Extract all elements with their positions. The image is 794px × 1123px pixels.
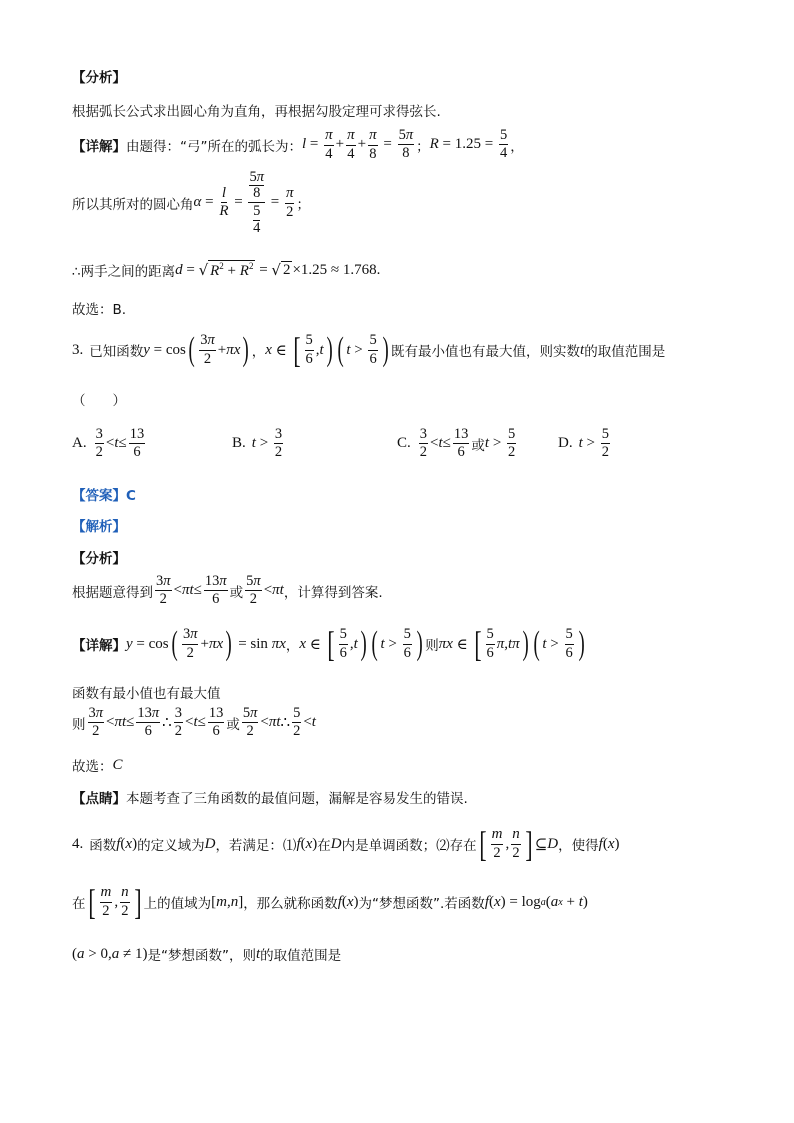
q4-line1: 4. 函数 f ( x ) 的定义域为 D ，若满足：⑴ f ( x ) 在 D 内是单调函数；⑵存在 [ $\frac{m}{2}$ , $\frac{n}{2}$ ] ⊆ D ，使得 f ( x ) <box>72 824 620 864</box>
q3-answer: 【答案】C <box>72 488 136 504</box>
xiangjie-line-1: 【详解】 由题得：“弓”所在的弧长为： l = $\frac{\pi}{4}$ + $\frac{\pi}{4}$ + $\frac{\pi}{8}$ = $\frac{5\pi}{8}$ ； R = 1.25 = $\frac{5}{4}$ ， <box>72 127 524 162</box>
q3-minmax: 函数有最小值也有最大值 <box>72 686 221 702</box>
q3-fenxi: 【分析】 <box>72 551 126 567</box>
q3-jiexi: 【解析】 <box>72 519 126 535</box>
fraction: $\frac{\pi}{4}$ <box>325 127 333 162</box>
q3-xiangjie: 【详解】 y = cos ( $\frac{3\pi}{2}$ + πx ) = sin πx ， x ∈ [ $\frac{5}{6}$ , t ) ( t > $\frac{5}{6}$ ) 则 πx ∈ [ $\frac{5}{6}$ π , tπ ) ( t > $\frac{5}{6}$ ) <box>72 624 585 664</box>
q3-guxuan: 故选： C <box>72 756 123 775</box>
fenxi-label-1: 【分析】 <box>72 70 126 86</box>
distance-line: ∴两手之间的距离 d = √ $R^2 + R^2$ = √ 2 ×1.25 ≈ 1.768 . <box>72 261 381 280</box>
q3-then-line: 则 $\frac{3\pi}{2}$ < πt ≤ $\frac{13\pi}{6}$ ∴ $\frac{3}{2}$ < t ≤ $\frac{13}{6}$ 或 $\frac{5\pi}{2}$ < πt ∴ $\frac{5}{2}$ < t <box>72 705 316 740</box>
q3-fenxi-text: 根据题意得到 $\frac{3\pi}{2}$ < πt ≤ $\frac{13\pi}{6}$ 或 $\frac{5\pi}{2}$ < πt ，计算得到答案. <box>72 573 383 608</box>
fenxi-text-1: 根据弧长公式求出圆心角为直角，再根据勾股定理可求得弦长. <box>72 104 441 120</box>
option-a[interactable]: A. $\frac{3}{2}$ < t ≤ $\frac{13}{6}$ <box>72 426 145 461</box>
option-d[interactable]: D. t > $\frac{5}{2}$ <box>558 426 609 461</box>
option-c[interactable]: C. $\frac{3}{2}$ < t ≤ $\frac{13}{6}$ 或 t > $\frac{5}{2}$ <box>397 426 516 461</box>
alpha-line: 所以其所对的圆心角 α = $\frac{l}{R}$ = 5π 8 5 4 = $\frac{\pi}{2}$ ； <box>72 169 310 236</box>
q4-line2: 在 [ $\frac{m}{2}$ , $\frac{n}{2}$ ] 上的值域为 [ m , n ] ，那么就称函数 f ( x ) 为“梦想函数”.若函数 f ( x ) = log a ( a x + t ) <box>72 882 588 922</box>
q4-line3: ( a > 0, a ≠ 1) 是“梦想函数”，则 t 的取值范围是 <box>72 945 342 964</box>
q3-dianjing: 【点睛】 本题考查了三角函数的最值问题，漏解是容易发生的错误. <box>72 791 468 807</box>
q3-stem: 3. 已知函数 y = cos ( $\frac{3\pi}{2}$ + πx ) ， x ∈ [ $\frac{5}{6}$ , t ) ( t > $\frac{5}{6}$ ) 既有最小值也有最大值，则实数 t 的取值范围是 <box>72 330 666 370</box>
answer-b: 故选：B. <box>72 302 127 318</box>
option-b[interactable]: B. t > $\frac{3}{2}$ <box>232 426 283 461</box>
q3-paren: （ ） <box>72 393 126 409</box>
